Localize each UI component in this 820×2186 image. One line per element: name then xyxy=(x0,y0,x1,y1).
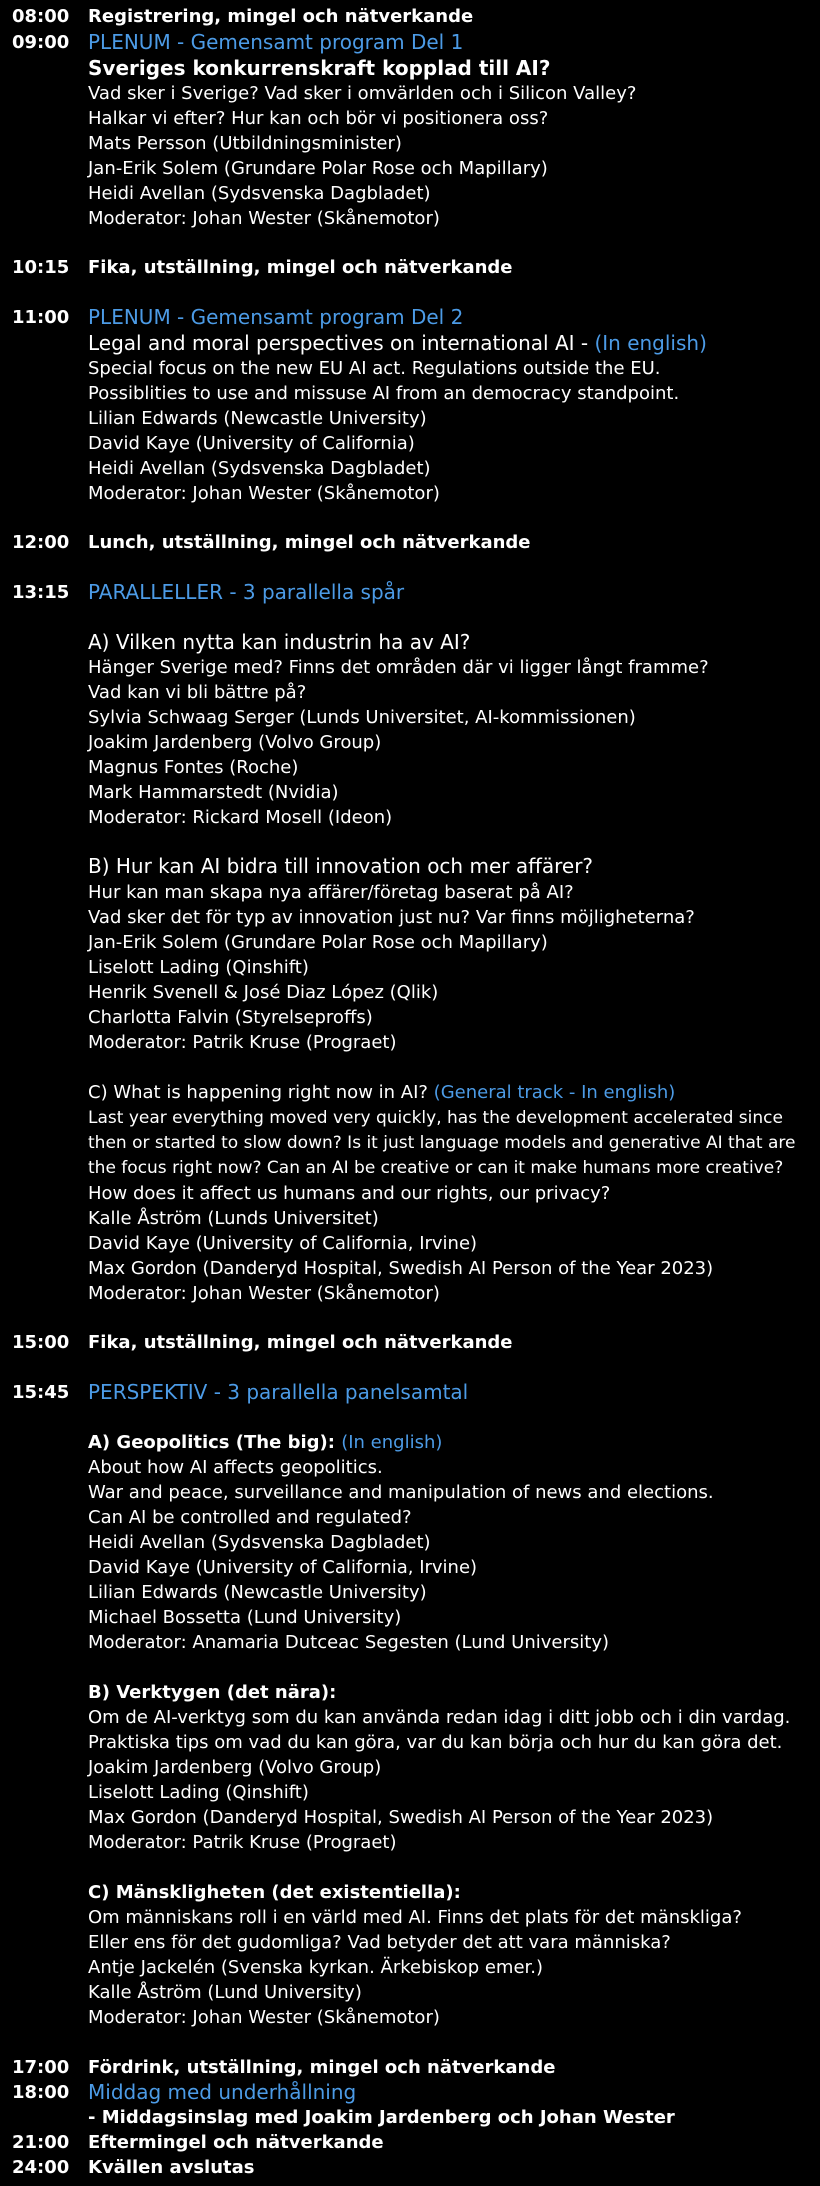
session-line: Eller ens för det gudomliga? Vad betyder det att vara människa? xyxy=(88,1932,671,1953)
speaker-line: Henrik Svenell & José Diaz López (Qlik) xyxy=(88,982,439,1003)
session-line: Om de AI-verktyg som du kan använda redan idag i ditt jobb och i din vardag. xyxy=(88,1707,791,1728)
session-line: Vad kan vi bli bättre på? xyxy=(88,682,307,703)
moderator-line: Moderator: Anamaria Dutceac Segesten (Lund University) xyxy=(88,1632,609,1653)
session-line: Last year everything moved very quickly, has the development accelerated since xyxy=(88,1108,783,1128)
time-0800: 08:00 xyxy=(12,6,70,27)
panel-a-heading-text: A) Geopolitics (The big): xyxy=(88,1432,342,1453)
speaker-line: Lilian Edwards (Newcastle University) xyxy=(88,1582,427,1603)
item-title-1015: Fika, utställning, mingel och nätverkande xyxy=(88,257,513,278)
time-2100: 21:00 xyxy=(12,2132,70,2153)
speaker-line: Liselott Lading (Qinshift) xyxy=(88,1782,309,1803)
speaker-line: Max Gordon (Danderyd Hospital, Swedish AI Person of the Year 2023) xyxy=(88,1258,714,1279)
panel-a-heading xyxy=(88,1432,442,1454)
language-tag: (In english) xyxy=(341,1432,443,1453)
session-line: the focus right now? Can an AI be creative or can it make humans more creative? xyxy=(88,1158,784,1178)
moderator-line: Moderator: Patrik Kruse (Prograet) xyxy=(88,1032,397,1053)
moderator-line: Moderator: Johan Wester (Skånemotor) xyxy=(88,1283,440,1304)
speaker-line: Kalle Åström (Lund University) xyxy=(88,1982,362,2003)
speaker-line: Jan-Erik Solem (Grundare Polar Rose och Mapillary) xyxy=(88,932,548,953)
language-tag: (General track - In english) xyxy=(433,1082,676,1103)
speaker-line: Liselott Lading (Qinshift) xyxy=(88,957,309,978)
time-1315: 13:15 xyxy=(12,582,70,603)
item-title-1200: Lunch, utställning, mingel och nätverkande xyxy=(88,532,531,553)
time-1500: 15:00 xyxy=(12,1332,70,1353)
speaker-line: Jan-Erik Solem (Grundare Polar Rose och Mapillary) xyxy=(88,158,548,179)
session-line: Praktiska tips om vad du kan göra, var du kan börja och hur du kan göra det. xyxy=(88,1732,783,1753)
session-line: Vad sker i Sverige? Vad sker i omvärlden och i Silicon Valley? xyxy=(88,83,637,104)
speaker-line: David Kaye (University of California, Irvine) xyxy=(88,1233,478,1254)
session-line: War and peace, surveillance and manipulation of news and elections. xyxy=(88,1482,714,1503)
speaker-line: Joakim Jardenberg (Volvo Group) xyxy=(88,732,382,753)
session-line: Hur kan man skapa nya affärer/företag baserat på AI? xyxy=(88,882,574,903)
item-title-1100: PLENUM - Gemensamt program Del 2 xyxy=(88,305,464,329)
item-title-1315: PARALLELLER - 3 parallella spår xyxy=(88,580,405,604)
moderator-line: Moderator: Johan Wester (Skånemotor) xyxy=(88,483,440,504)
track-c-heading-text: C) What is happening right now in AI? xyxy=(88,1082,434,1103)
speaker-line: Heidi Avellan (Sydsvenska Dagbladet) xyxy=(88,458,431,479)
speaker-line: David Kaye (University of California) xyxy=(88,433,415,454)
track-b-heading: B) Hur kan AI bidra till innovation och mer affärer? xyxy=(88,854,594,878)
speaker-line: Sylvia Schwaag Serger (Lunds Universitet, AI-kommissionen) xyxy=(88,707,636,728)
session-line: How does it affect us humans and our rights, our privacy? xyxy=(88,1183,611,1204)
speaker-line: Max Gordon (Danderyd Hospital, Swedish AI Person of the Year 2023) xyxy=(88,1807,714,1828)
speaker-line: Lilian Edwards (Newcastle University) xyxy=(88,408,427,429)
speaker-line: Charlotta Falvin (Styrelseproffs) xyxy=(88,1007,373,1028)
speaker-line: Mark Hammarstedt (Nvidia) xyxy=(88,782,339,803)
speaker-line: Heidi Avellan (Sydsvenska Dagbladet) xyxy=(88,1532,431,1553)
session-line: Halkar vi efter? Hur kan och bör vi positionera oss? xyxy=(88,108,549,129)
session-line: Vad sker det för typ av innovation just nu? Var finns möjligheterna? xyxy=(88,907,695,928)
item-title-1800: Middag med underhållning xyxy=(88,2080,357,2104)
moderator-line: Moderator: Rickard Mosell (Ideon) xyxy=(88,807,393,828)
speaker-line: Magnus Fontes (Roche) xyxy=(88,757,299,778)
speaker-line: Mats Persson (Utbildningsminister) xyxy=(88,133,402,154)
time-1015: 10:15 xyxy=(12,257,70,278)
session-line: then or started to slow down? Is it just language models and generative AI that are xyxy=(88,1133,796,1153)
language-tag: (In english) xyxy=(594,331,707,355)
time-1700: 17:00 xyxy=(12,2057,70,2078)
session-line: Can AI be controlled and regulated? xyxy=(88,1507,412,1528)
session-line: Special focus on the new EU AI act. Regulations outside the EU. xyxy=(88,358,661,379)
session-heading-0900: Sveriges konkurrenskraft kopplad till AI? xyxy=(88,56,551,80)
track-a-heading: A) Vilken nytta kan industrin ha av AI? xyxy=(88,630,471,654)
time-1100: 11:00 xyxy=(12,307,70,328)
item-subtitle-1800: - Middagsinslag med Joakim Jardenberg och Johan Wester xyxy=(88,2107,675,2128)
moderator-line: Moderator: Patrik Kruse (Prograet) xyxy=(88,1832,397,1853)
time-2400: 24:00 xyxy=(12,2157,70,2178)
time-0900: 09:00 xyxy=(12,32,70,53)
session-heading-text: Legal and moral perspectives on international AI - xyxy=(88,331,595,355)
track-c-heading xyxy=(88,1082,675,1104)
time-1200: 12:00 xyxy=(12,532,70,553)
time-1545: 15:45 xyxy=(12,1382,70,1403)
session-line: Possiblities to use and missuse AI from an democracy standpoint. xyxy=(88,383,680,404)
moderator-line: Moderator: Johan Wester (Skånemotor) xyxy=(88,208,440,229)
panel-b-heading: B) Verktygen (det nära): xyxy=(88,1682,337,1703)
speaker-line: Michael Bossetta (Lund University) xyxy=(88,1607,402,1628)
speaker-line: Joakim Jardenberg (Volvo Group) xyxy=(88,1757,382,1778)
session-line: About how AI affects geopolitics. xyxy=(88,1457,383,1478)
speaker-line: Kalle Åström (Lunds Universitet) xyxy=(88,1208,379,1229)
item-title-2400: Kvällen avslutas xyxy=(88,2157,255,2178)
speaker-line: David Kaye (University of California, Irvine) xyxy=(88,1557,478,1578)
item-title-0800: Registrering, mingel och nätverkande xyxy=(88,6,474,27)
session-line: Hänger Sverige med? Finns det områden där vi ligger långt framme? xyxy=(88,657,709,678)
speaker-line: Antje Jackelén (Svenska kyrkan. Ärkebiskop emer.) xyxy=(88,1957,544,1978)
moderator-line: Moderator: Johan Wester (Skånemotor) xyxy=(88,2007,440,2028)
item-title-0900: PLENUM - Gemensamt program Del 1 xyxy=(88,30,464,54)
panel-c-heading: C) Mänskligheten (det existentiella): xyxy=(88,1882,461,1903)
item-title-2100: Eftermingel och nätverkande xyxy=(88,2132,384,2153)
speaker-line: Heidi Avellan (Sydsvenska Dagbladet) xyxy=(88,183,431,204)
item-title-1500: Fika, utställning, mingel och nätverkande xyxy=(88,1332,513,1353)
time-1800: 18:00 xyxy=(12,2082,70,2103)
item-title-1545: PERSPEKTIV - 3 parallella panelsamtal xyxy=(88,1380,469,1404)
item-title-1700: Fördrink, utställning, mingel och nätverkande xyxy=(88,2057,556,2078)
session-heading-1100 xyxy=(88,331,707,355)
session-line: Om människans roll i en värld med AI. Finns det plats för det mänskliga? xyxy=(88,1907,742,1928)
